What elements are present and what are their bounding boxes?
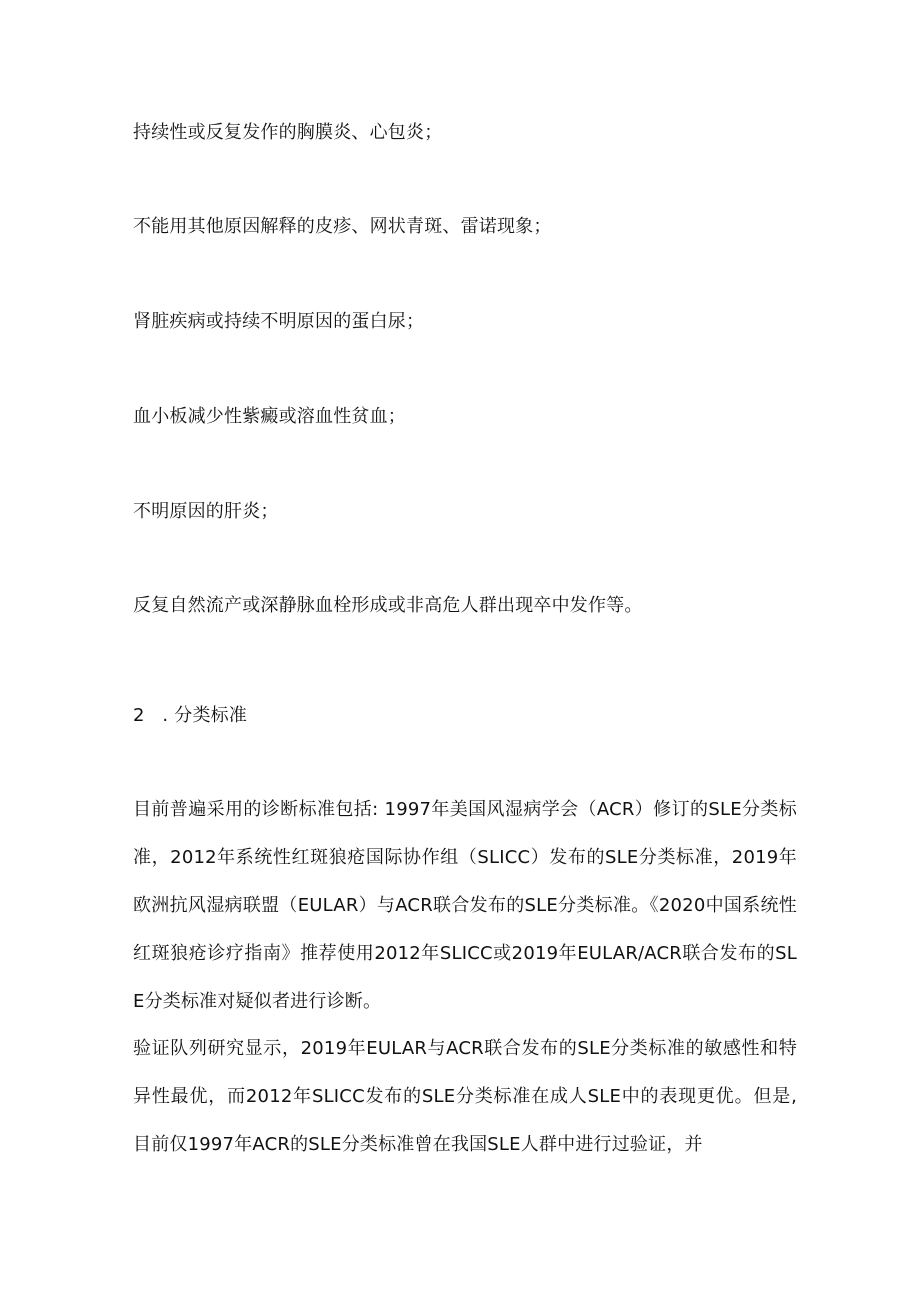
paragraph-validation-study: 验证队列研究显示，2019年EULAR与ACR联合发布的SLE分类标准的敏感性和特异性最优，而2012年SLICC发布的SLE分类标准在成人SLE中的表现更优。但是, 目前仅1997年ACR的SLE分类标准曾在我国SLE人群中进行过验证，并 [133, 1038, 797, 1155]
criteria-item-hepatitis: 不明原因的肝炎； [133, 501, 279, 522]
criteria-item-blood: 血小板减少性紫癜或溶血性贫血； [133, 406, 406, 427]
criteria-item-kidney: 肾脏疾病或持续不明原因的蛋白尿； [133, 311, 425, 332]
criteria-item-serositis: 持续性或反复发作的胸膜炎、心包炎； [133, 122, 443, 143]
paragraph-diagnostic-criteria: 目前普遍采用的诊断标准包括: 1997年美国风湿病学会（ACR）修订的SLE分类标准，2012年系统性红斑狼疮国际协作组（SLICC）发布的SLE分类标准，2019年欧洲抗风湿病联盟（EULAR）与ACR联合发布的SLE分类标准。《2020中国系统性红斑狼疮诊疗指南》推荐使用2012年SLICC或2019年EULAR/ACR联合发布的SLE分类标准对疑似者进行诊断。 [133, 799, 797, 1012]
section-heading: 2 . 分类标准 [133, 705, 248, 726]
criteria-item-thrombosis: 反复自然流产或深静脉血栓形成或非高危人群出现卒中发作等。 [133, 595, 643, 616]
criteria-item-skin-rash: 不能用其他原因解释的皮疹、网状青斑、雷诺现象； [133, 216, 552, 237]
